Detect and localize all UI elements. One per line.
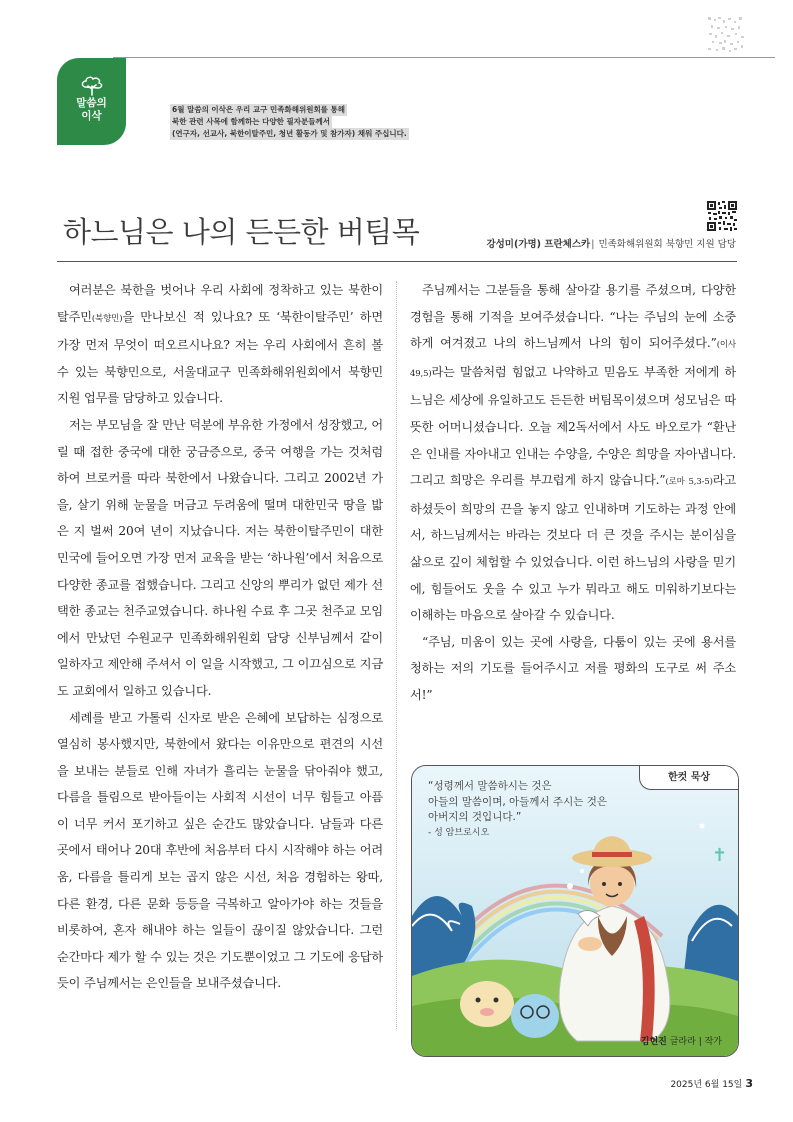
paragraph-text: 을 만나보신 적 있나요? 또 ‘북한이탈주민’ 하면 가장 먼저 무엇이 떠오르시나요? 저는 우리 사회에서 흔히 볼 수 있는 북향민으로, 서울대교구 민족화해위원회에서 북향민 지원 업무를 담당하고 있습니다. bbox=[57, 309, 383, 406]
intro-line: 북한 관련 사목에 함께하는 다양한 필자분들께서 bbox=[172, 117, 330, 126]
paragraph-text: 라는 말씀처럼 힘없고 나약하고 믿음도 부족한 저에게 하느님은 세상에 유일하고도 든든한 버팀목이셨으며 성모님은 따뜻한 어머니셨습니다. 오늘 제2독서에서 사도 바오로가 “환난은 인내를 자아내고 인내는 수양을, 수양은 희망을 자아냅니다. 그리고 희망은 우리를 부끄럽게 하지 않습니다.” bbox=[410, 364, 736, 488]
paragraph-text: 여러분은 북한을 벗어나 우리 사회에 정착하고 있는 북한이탈주민 bbox=[57, 283, 383, 324]
section-badge bbox=[57, 58, 126, 145]
paragraph-text: 주님께서는 그분들을 통해 살아갈 용기를 주셨으며, 다양한 경험을 통해 기적을 보여주셨습니다. “나는 주님의 눈에 소중하게 여겨졌고 나의 하느님께서 나의 힘이 되어주셨다.” bbox=[410, 283, 736, 351]
issue-date: 2025년 6월 15일 bbox=[670, 1080, 743, 1090]
artist-name: 김현진 bbox=[640, 1037, 667, 1047]
paragraph-text: 라고 하셨듯이 희망의 끈을 놓지 않고 인내하며 기도하는 과정 안에서, 하느님께서는 바라는 것보다 더 큰 것을 주시는 분이심을 삶으로 깊이 체험할 수 있었습니다. 이런 하느님의 사랑을 믿기에, 힘들어도 웃을 수 있고 누가 뭐라고 해도 미워하기보다는 이해하는 마음으로 살아갈 수 있습니다. bbox=[410, 473, 736, 623]
column-divider bbox=[396, 281, 397, 1029]
article-column-left bbox=[57, 277, 383, 997]
author-name: 강성미(가명) 프란체스카 bbox=[486, 239, 591, 250]
scripture-reference: (이사 49,5) bbox=[410, 340, 736, 379]
tree-icon bbox=[80, 76, 104, 96]
page-footer bbox=[670, 1077, 753, 1090]
quote-line: “성령께서 말씀하시는 것은 bbox=[428, 780, 552, 792]
quote-line: 아들의 말씀이며, 아들께서 주시는 것은 bbox=[428, 795, 607, 808]
paragraph bbox=[410, 277, 736, 629]
artist-alias: 글라라 bbox=[669, 1037, 696, 1047]
quote-source: - 성 암브로시오 bbox=[428, 827, 490, 838]
artist-role: 작가 bbox=[704, 1037, 722, 1047]
intro-line: 6월 말씀의 이삭은 우리 교구 민족화해위원회를 통해 bbox=[172, 105, 346, 114]
page-number: 3 bbox=[745, 1077, 753, 1090]
paragraph: 세례를 받고 가톨릭 신자로 받은 은혜에 보답하는 심정으로 열심히 봉사했지만, 북한에서 왔다는 이유만으로 편견의 시선을 보내는 분들로 인해 자녀가 흘리는 눈물을 닦아줘야 했고, 다름을 틀림으로 받아들이는 사회적 시선이 너무 힘들고 아픔이 너무 커서 포기하고 싶은 순간도 많았습니다. 남들과 다른 곳에서 태어나 20대 후반에 처음부터 다시 시작해야 하는 어려움, 다름을 틀리게 보는 곱지 않은 시선, 처음 경험하는 왕따, 다른 환경, 다른 문화 등등을 극복하고 알아가야 하는 것들을 비롯하여, 혼자 해내야 하는 일들이 끊이질 않았습니다. 그런 순간마다 제가 할 수 있는 것은 기도뿐이었고 그 기도에 응답하듯이 주님께서는 은인들을 보내주셨습니다. bbox=[57, 710, 383, 991]
intro-note bbox=[170, 104, 409, 140]
intro-line: (연구자, 선교사, 북한이탈주민, 청년 활동가 및 참가자) 채워 주십니다. bbox=[172, 129, 407, 138]
qr-code-icon[interactable] bbox=[707, 201, 737, 231]
author-byline: 강성미(가명) 프란체스카| 민족화해위원회 북향민 지원 담당 bbox=[486, 239, 736, 250]
paragraph: “주님, 미움이 있는 곳에 사랑을, 다툼이 있는 곳에 용서를 청하는 저의 기도를 들어주시고 저를 평화의 도구로 써 주소서!” bbox=[410, 634, 736, 702]
article-column-right bbox=[410, 277, 736, 709]
inline-note: (북향민) bbox=[91, 313, 123, 324]
illustration-tag: 한컷 묵상 bbox=[639, 766, 738, 790]
badge-label: 말씀의 이삭 bbox=[76, 97, 107, 122]
illustration-quote bbox=[428, 779, 607, 841]
illustration-credit: 김현진 글라라 | 작가 bbox=[640, 1037, 722, 1047]
quote-line: 아버지의 것입니다.” bbox=[428, 811, 522, 823]
svg-text:✝: ✝ bbox=[712, 845, 728, 866]
author-role: 민족화해위원회 북향민 지원 담당 bbox=[598, 239, 736, 250]
header-rule bbox=[113, 57, 775, 58]
title-rule bbox=[57, 261, 737, 262]
qr-pattern-top bbox=[708, 17, 746, 53]
paragraph bbox=[57, 277, 383, 412]
scripture-reference: (로마 5,3-5) bbox=[665, 477, 713, 488]
article-title: 하느님은 나의 든든한 버팀목 bbox=[63, 215, 420, 249]
illustration-box bbox=[411, 765, 739, 1057]
paragraph: 저는 부모님을 잘 만난 덕분에 부유한 가정에서 성장했고, 어릴 때 접한 중국에 대한 궁금증으로, 중국 여행을 가는 것처럼 하여 브로커를 따라 북한에서 나왔습니다. 그리고 2002년 가을, 살기 위해 눈물을 머금고 두려움에 떨며 대한민국 땅을 밟은 지 벌써 20여 년이 지났습니다. 저는 북한이탈주민이 대한민국에 들어오면 가장 먼저 교육을 받는 ‘하나원’에서 처음으로 다양한 종교를 접했습니다. 그리고 신앙의 뿌리가 없던 제가 선택한 종교는 천주교였습니다. 하나원 수료 후 그곳 천주교 모임에서 만났던 수원교구 민족화해위원회 담당 신부님께서 같이 일하자고 제안해 주셔서 이 일을 시작했고, 그 이끄심으로 지금도 교회에서 일하고 있습니다. bbox=[57, 417, 383, 698]
